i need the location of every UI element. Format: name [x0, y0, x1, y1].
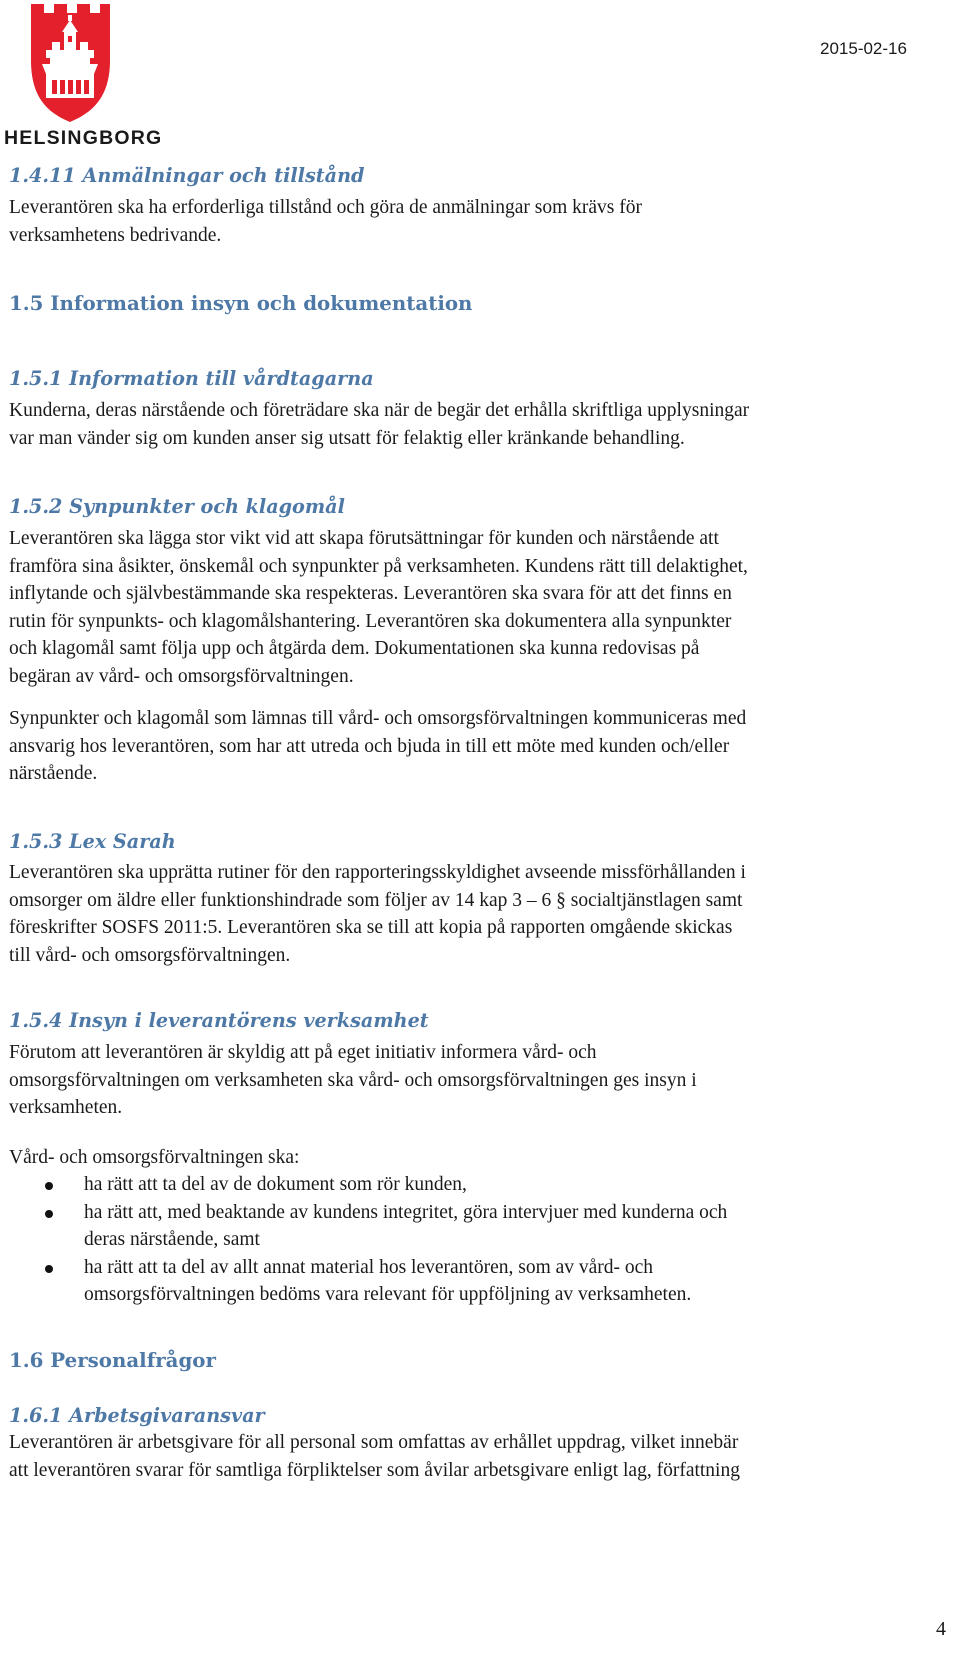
text-line: ha rätt att ta del av allt annat material hos leverantören, som av vård- och [84, 1256, 654, 1278]
paragraph-1-4-11 [9, 194, 949, 249]
text-line: begäran av vård- och omsorgsförvaltningen. [9, 665, 354, 687]
list-item [9, 1254, 949, 1309]
text-line: ha rätt att ta del av de dokument som rör kunden, [84, 1174, 467, 1195]
text-line: Kunderna, deras närstående och företrädare ska när de begär det erhålla skriftliga upplysningar [9, 400, 750, 421]
heading-1-5-3: 1.5.3 Lex Sarah [9, 830, 176, 853]
bullet-icon [45, 1182, 53, 1190]
text-line: Leverantören är arbetsgivare för all personal som omfattas av erhållet uppdrag, vilket innebär [9, 1432, 739, 1453]
text-line: föreskrifter SOSFS 2011:5. Leverantören ska se till att kopia på rapporten omgående skickas [9, 917, 733, 938]
document-date: 2015-02-16 [820, 39, 907, 58]
text-line: verksamheten. [9, 1097, 123, 1118]
text-line: deras närstående, samt [84, 1229, 260, 1250]
text-line: Förutom att leverantören är skyldig att på eget initiativ informera vård- och [9, 1042, 597, 1063]
text-line: till vård- och omsorgsförvaltningen. [9, 944, 291, 966]
heading-1-6-1: 1.6.1 Arbetsgivaransvar [9, 1404, 265, 1427]
text-line: Synpunkter och klagomål som lämnas till vård- och omsorgsförvaltningen kommuniceras med [9, 708, 747, 729]
text-line: Leverantören ska lägga stor vikt vid att skapa förutsättningar för kunden och närstående att [9, 528, 719, 549]
heading-1-4-11: 1.4.11 Anmälningar och tillstånd [9, 164, 365, 187]
page-number: 4 [936, 1618, 946, 1640]
heading-1-5: 1.5 Information insyn och dokumentation [9, 291, 473, 315]
text-line: omsorgsförvaltningen om verksamheten ska vård- och omsorgsförvaltningen ges insyn i [9, 1069, 697, 1091]
text-line: Leverantören ska upprätta rutiner för den rapporteringsskyldighet avseende missförhållanden i [9, 862, 746, 883]
heading-1-5-1: 1.5.1 Information till vårdtagarna [9, 367, 374, 390]
paragraph-1-5-2 [9, 525, 949, 690]
paragraph-1-5-2-complaints [9, 705, 949, 788]
heading-1-5-2: 1.5.2 Synpunkter och klagomål [9, 495, 345, 518]
paragraph-1-5-1 [9, 397, 949, 452]
list-item [9, 1171, 949, 1199]
text-line: rutin för synpunkts- och klagomålshantering. Leverantören ska dokumentera alla synpunkter [9, 610, 732, 632]
paragraph-1-6-1 [9, 1429, 949, 1484]
text-line: omsorgsförvaltningen bedöms vara relevant för uppföljning av verksamheten. [84, 1284, 692, 1305]
paragraph-1-5-4 [9, 1039, 949, 1122]
text-line: verksamhetens bedrivande. [9, 224, 222, 246]
text-line: att leverantören svarar för samtliga förpliktelser som åvilar arbetsgivare enligt lag, författning [9, 1459, 740, 1481]
heading-1-6: 1.6 Personalfrågor [9, 1348, 216, 1372]
text-line: ansvarig hos leverantören, som har att utreda och bjuda in till ett möte med kunden och/eller [9, 735, 730, 757]
bullet-icon [45, 1210, 53, 1218]
list-item [9, 1199, 949, 1254]
text-line: inflytande och självbestämmande ska respekteras. Leverantören ska svara för att det finns en [9, 583, 732, 604]
bullet-icon [45, 1265, 53, 1273]
bullet-list [9, 1171, 949, 1309]
text-line: och klagomål samt följa upp och åtgärda dem. Dokumentationen ska kunna redovisas på [9, 638, 700, 659]
logo-wordmark: HELSINGBORG [4, 127, 163, 149]
text-line: ha rätt att, med beaktande av kundens integritet, göra intervjuer med kunderna och [84, 1201, 728, 1223]
text-line: Leverantören ska ha erforderliga tillstånd och göra de anmälningar som krävs för [9, 197, 642, 218]
text-line: omsorger om äldre eller funktionshindrade som följer av 14 kap 3 – 6 § socialtjänstlagen samt [9, 889, 743, 911]
text-line: framföra sina åsikter, önskemål och synpunkter på verksamheten. Kundens rätt till delaktighet, [9, 555, 748, 577]
text-line: var man vänder sig om kunden anser sig utsatt för felaktig eller kränkande behandling. [9, 427, 685, 449]
heading-1-5-4: 1.5.4 Insyn i leverantörens verksamhet [9, 1009, 429, 1032]
list-intro: Vård- och omsorgsförvaltningen ska: [9, 1147, 300, 1168]
paragraph-1-5-3 [9, 859, 949, 969]
text-line: närstående. [9, 763, 98, 784]
